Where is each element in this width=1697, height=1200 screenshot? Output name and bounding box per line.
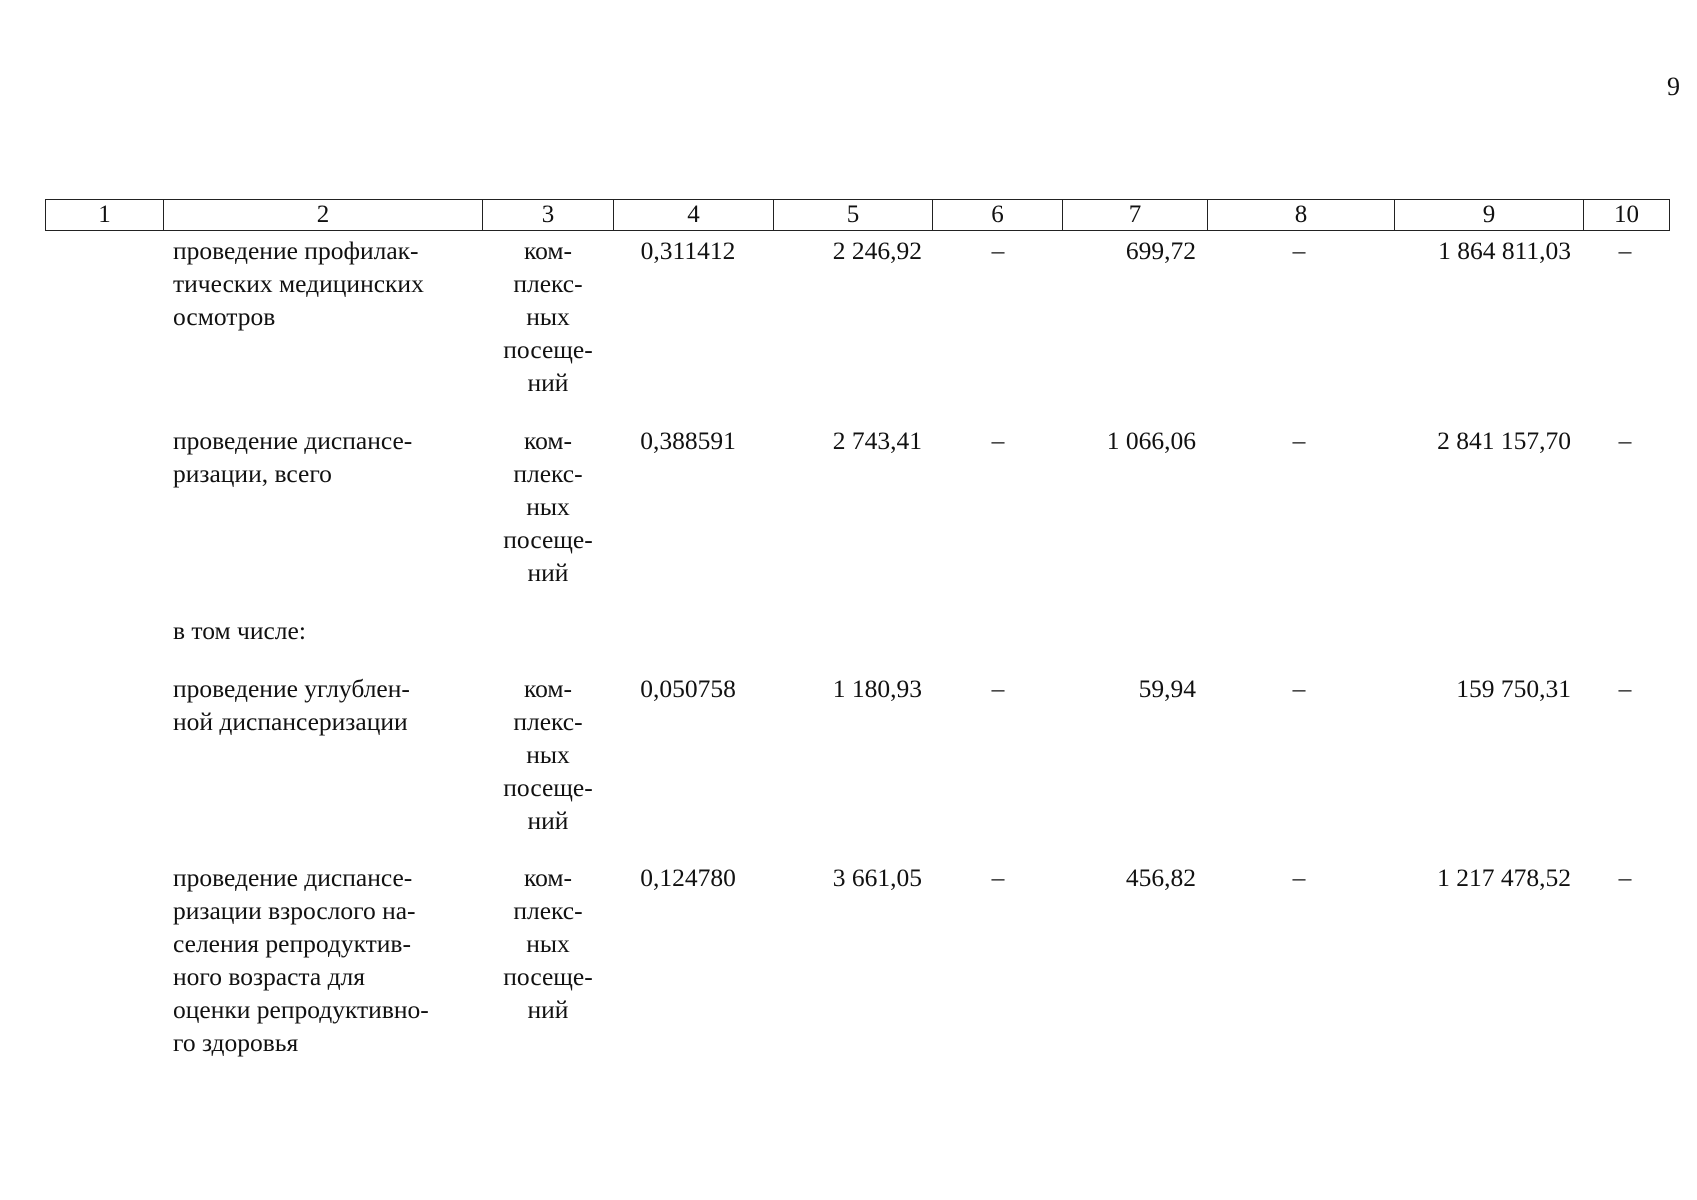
header-col-4: 4 [614,200,774,231]
row-col-5: 3 661,05 [832,863,922,892]
header-col-2: 2 [164,200,483,231]
header-col-7: 7 [1063,200,1208,231]
row-col-10: – [1618,863,1632,892]
row-col-9: 1 217 478,52 [1437,863,1571,892]
row-col-7: 699,72 [1125,236,1196,265]
row-col-7: 59,94 [1138,674,1196,703]
row-col-8: – [1292,863,1306,892]
row-col-5: 2 743,41 [832,426,922,455]
column-number-header [45,199,1670,231]
row-col-8: – [1292,426,1306,455]
row-col-4: 0,050758 [640,674,736,703]
row-col-6: – [991,863,1005,892]
row-col-7: 456,82 [1125,863,1196,892]
row-unit: ком- плекс- ных посеще- ний [503,863,593,1024]
row-unit: ком- плекс- ных посеще- ний [503,674,593,835]
header-col-9: 9 [1395,200,1584,231]
page-number: 9 [1667,72,1680,101]
row-col-5: 2 246,92 [832,236,922,265]
row-col-9: 159 750,31 [1456,674,1571,703]
row-col-5: 1 180,93 [832,674,922,703]
row-col-4: 0,388591 [640,426,736,455]
header-col-6: 6 [933,200,1063,231]
row-col-9: 2 841 157,70 [1437,426,1571,455]
row-col-4: 0,311412 [640,236,736,265]
row-col-8: – [1292,674,1306,703]
row-col-6: – [991,674,1005,703]
row-col-7: 1 066,06 [1106,426,1196,455]
row-unit: ком- плекс- ных посеще- ний [503,426,593,587]
row-name: проведение углублен- ной диспансеризации [173,674,410,736]
row-unit: ком- плекс- ных посеще- ний [503,236,593,397]
header-col-5: 5 [774,200,933,231]
row-name: проведение диспансе- ризации взрослого на- селения репродуктив- ного возраста для оценки репродуктивно- го здоровья [173,863,429,1057]
header-col-10: 10 [1584,200,1670,231]
row-col-6: – [991,236,1005,265]
row-col-8: – [1292,236,1306,265]
row-col-10: – [1618,236,1632,265]
row-name: проведение профилак- тических медицинских осмотров [173,236,424,331]
row-name: проведение диспансе- ризации, всего [173,426,413,488]
row-col-10: – [1618,674,1632,703]
header-col-8: 8 [1208,200,1395,231]
row-col-9: 1 864 811,03 [1438,236,1571,265]
header-col-1: 1 [46,200,164,231]
row-col-4: 0,124780 [640,863,736,892]
row-col-6: – [991,426,1005,455]
header-col-3: 3 [483,200,614,231]
subheading: в том числе: [173,616,306,645]
row-col-10: – [1618,426,1632,455]
